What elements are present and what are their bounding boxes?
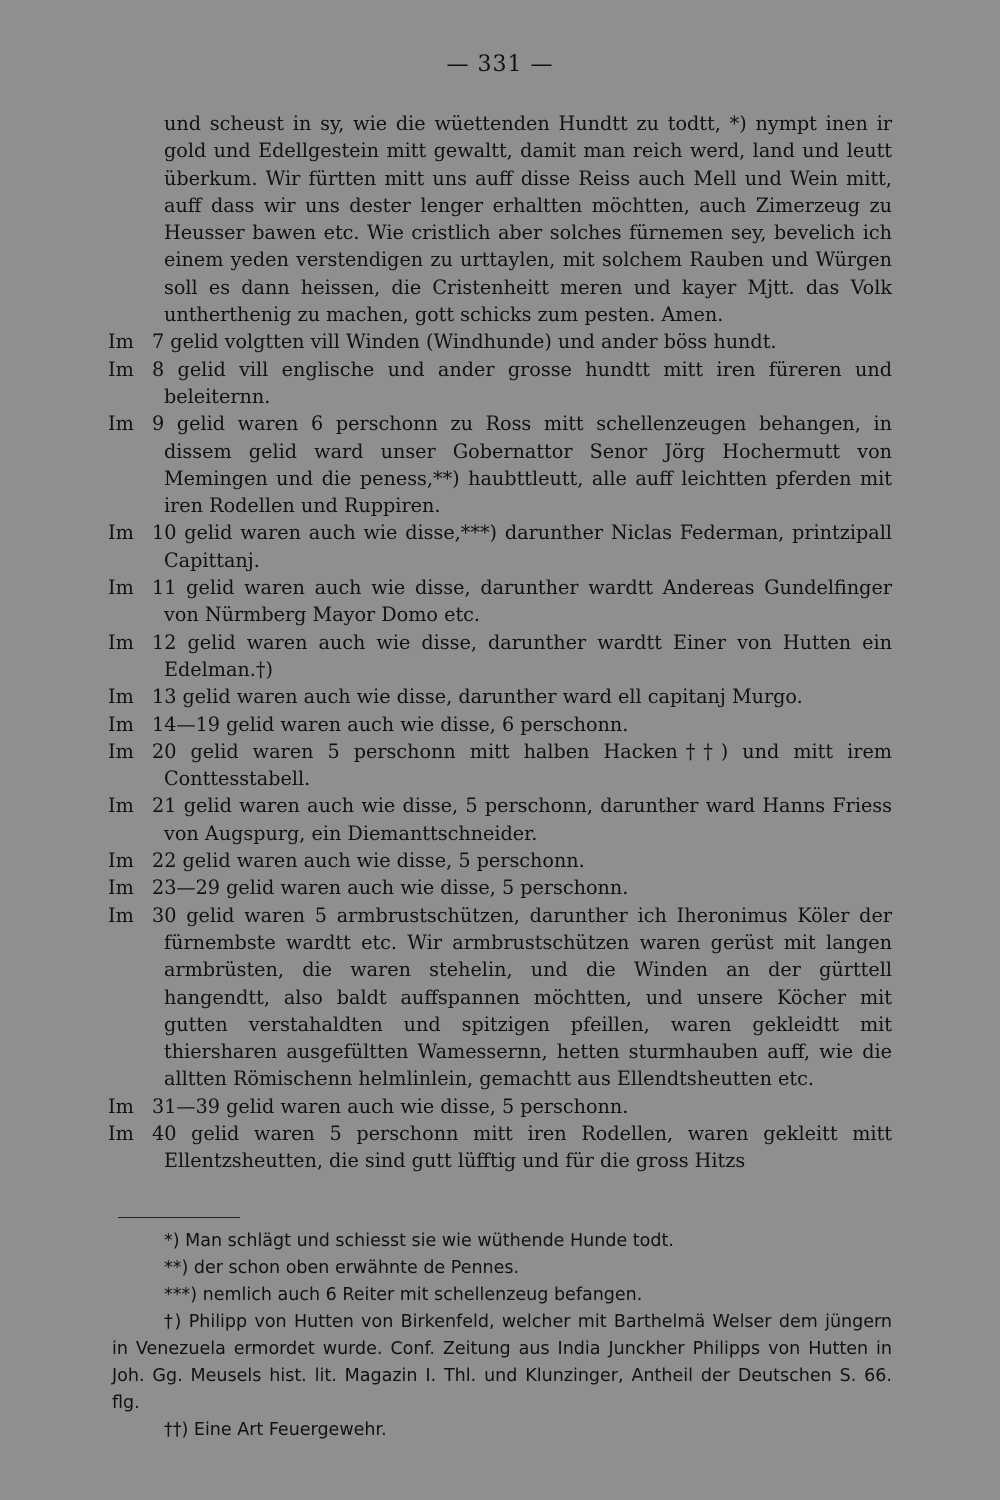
entry-text: 13 gelid waren auch wie disse, darunther ward ell capitanj Murgo. [152,685,803,709]
footnote-text: der schon oben erwähnte de Pennes. [193,1258,520,1278]
entry-label: Im [108,357,134,381]
footnote [112,1309,892,1417]
footnote [112,1417,892,1444]
entry-item [108,629,892,684]
entry-item [108,874,892,901]
entry-item [108,328,892,355]
entry-text: 8 gelid vill englische und ander grosse hundtt mitt iren füreren und beleiternn. [152,357,892,408]
footnote [112,1255,892,1282]
footnote-text: Philipp von Hutten von Birkenfeld, welcher mit Barthelmä Welser dem jüngern in Venezuela ermordet wurde. Conf. Zeitung aus India Junckher Philipps von Hutten in Joh. Gg. Meusels hist. lit. Magazin I. Thl. und Klunzinger, Antheil der Deutschen S. 66. flg. [112,1312,892,1413]
footnote-mark: †) [164,1312,189,1332]
entry-item [108,1093,892,1120]
entry-text: 12 gelid waren auch wie disse, darunther wardtt Einer von Hutten ein Edelman.†) [152,630,892,681]
entry-label: Im [108,521,134,545]
footnotes [112,1228,892,1444]
entry-text: 20 gelid waren 5 perschonn mitt halben Hacken††) und mitt irem Conttesstabell. [152,739,892,791]
entries-list [108,328,892,1174]
entry-label: Im [108,903,134,927]
entry-label: Im [108,412,134,436]
footnote [112,1282,892,1309]
entry-text: 30 gelid waren 5 armbrustschützen, darunther ich Iheronimus Köler der fürnembste wardtt etc. Wir armbrustschützen waren gerüst mit langen armbrüsten, die waren stehelin, und die Winden an der gürttell hangendtt, also baldt auffspannen möchtten, und unsere Köcher mit gutten verstahaldten und spitzigen pfeillen, waren gekleidtt mit thiersharen ausgefültten Wamessernn, hetten sturmhauben auff, wie die alltten Römischenn helmlinlein, gemachtt aus Ellendtsheutten etc. [152,903,892,1091]
entry-item [108,902,892,1093]
page-number: — 331 — [446,52,554,77]
entry-item [108,574,892,629]
entry-label: Im [108,739,134,763]
entry-text: 23—29 gelid waren auch wie disse, 5 perschonn. [152,876,629,900]
entry-item [108,738,892,793]
entry-text: 9 gelid waren 6 perschonn zu Ross mitt schellenzeugen behangen, in dissem gelid ward unser Gobernattor Senor Jörg Hochermutt von Memingen und die peness,**) haubttleutt, alle auff leichtten pferden mit iren Rodellen und Ruppiren. [152,412,892,518]
entry-text: 7 gelid volgtten vill Winden (Windhunde) und ander böss hundt. [152,330,777,354]
entry-label: Im [108,712,134,736]
entry-item [108,1120,892,1175]
entry-label: Im [108,630,134,654]
entry-label: Im [108,1121,134,1145]
footnote-rule [118,1217,240,1218]
footnote-mark: ***) [164,1285,203,1305]
entry-text: 14—19 gelid waren auch wie disse, 6 perschonn. [152,712,629,736]
entry-text: 21 gelid waren auch wie disse, 5 perschonn, darunther ward Hanns Friess von Augspurg, ein Diemanttschneider. [152,794,892,845]
entry-label: Im [108,849,134,873]
entry-label: Im [108,794,134,818]
entry-text: 11 gelid waren auch wie disse, darunther wardtt Andereas Gundelfinger von Nürmberg Mayor Domo etc. [152,576,892,627]
footnote-mark: **) [164,1258,194,1278]
footnote-text: Eine Art Feuergewehr. [193,1420,387,1440]
entry-label: Im [108,685,134,709]
entry-label: Im [108,330,134,354]
entry-item [108,847,892,874]
footnote-text: nemlich auch 6 Reiter mit schellenzeug befangen. [202,1285,643,1305]
entry-item [108,356,892,411]
entry-text: 22 gelid waren auch wie disse, 5 perschonn. [152,849,585,873]
entry-label: Im [108,876,134,900]
continuation-paragraph: und scheust in sy, wie die wüettenden Hundtt zu todtt, *) nympt inen ir gold und Edellgestein mitt gewaltt, damit man reich werd, land und leutt überkum. Wir fürtten mitt uns auff disse Reiss auch Mell und Wein mitt, auff dass wir uns dester lenger erhaltten möchtten, auch Zimerzeug zu Heusser bawen etc. Wie cristlich aber solches fürnemen sey, bevelich ich einem yeden verstendigen zu urttaylen, mit solchem Rauben und Würgen soll es dann heissen, die Cristenheitt meren und kayer Mjtt. das Volk untherthenig zu machen, gott schicks zum pesten. Amen. [164,112,892,327]
entry-item [108,711,892,738]
entry-text: 31—39 gelid waren auch wie disse, 5 perschonn. [152,1094,629,1118]
entry-text: 10 gelid waren auch wie disse,***) darunther Niclas Federman, printzipall Capittanj. [152,521,892,572]
entry-item [108,519,892,574]
footnote-text: Man schlägt und schiesst sie wie wüthende Hunde todt. [185,1231,674,1251]
main-text [108,110,892,1175]
entry-label: Im [108,576,134,600]
footnote-mark: ††) [164,1420,194,1440]
entry-item [108,683,892,710]
footnote [112,1228,892,1255]
entry-item [108,410,892,519]
entry-item [108,792,892,847]
entry-text: 40 gelid waren 5 perschonn mitt iren Rodellen, waren gekleitt mitt Ellentzsheutten, die sind gutt lüfftig und für die gross Hitzs [152,1121,892,1173]
entry-label: Im [108,1094,134,1118]
footnote-mark: *) [164,1231,186,1251]
